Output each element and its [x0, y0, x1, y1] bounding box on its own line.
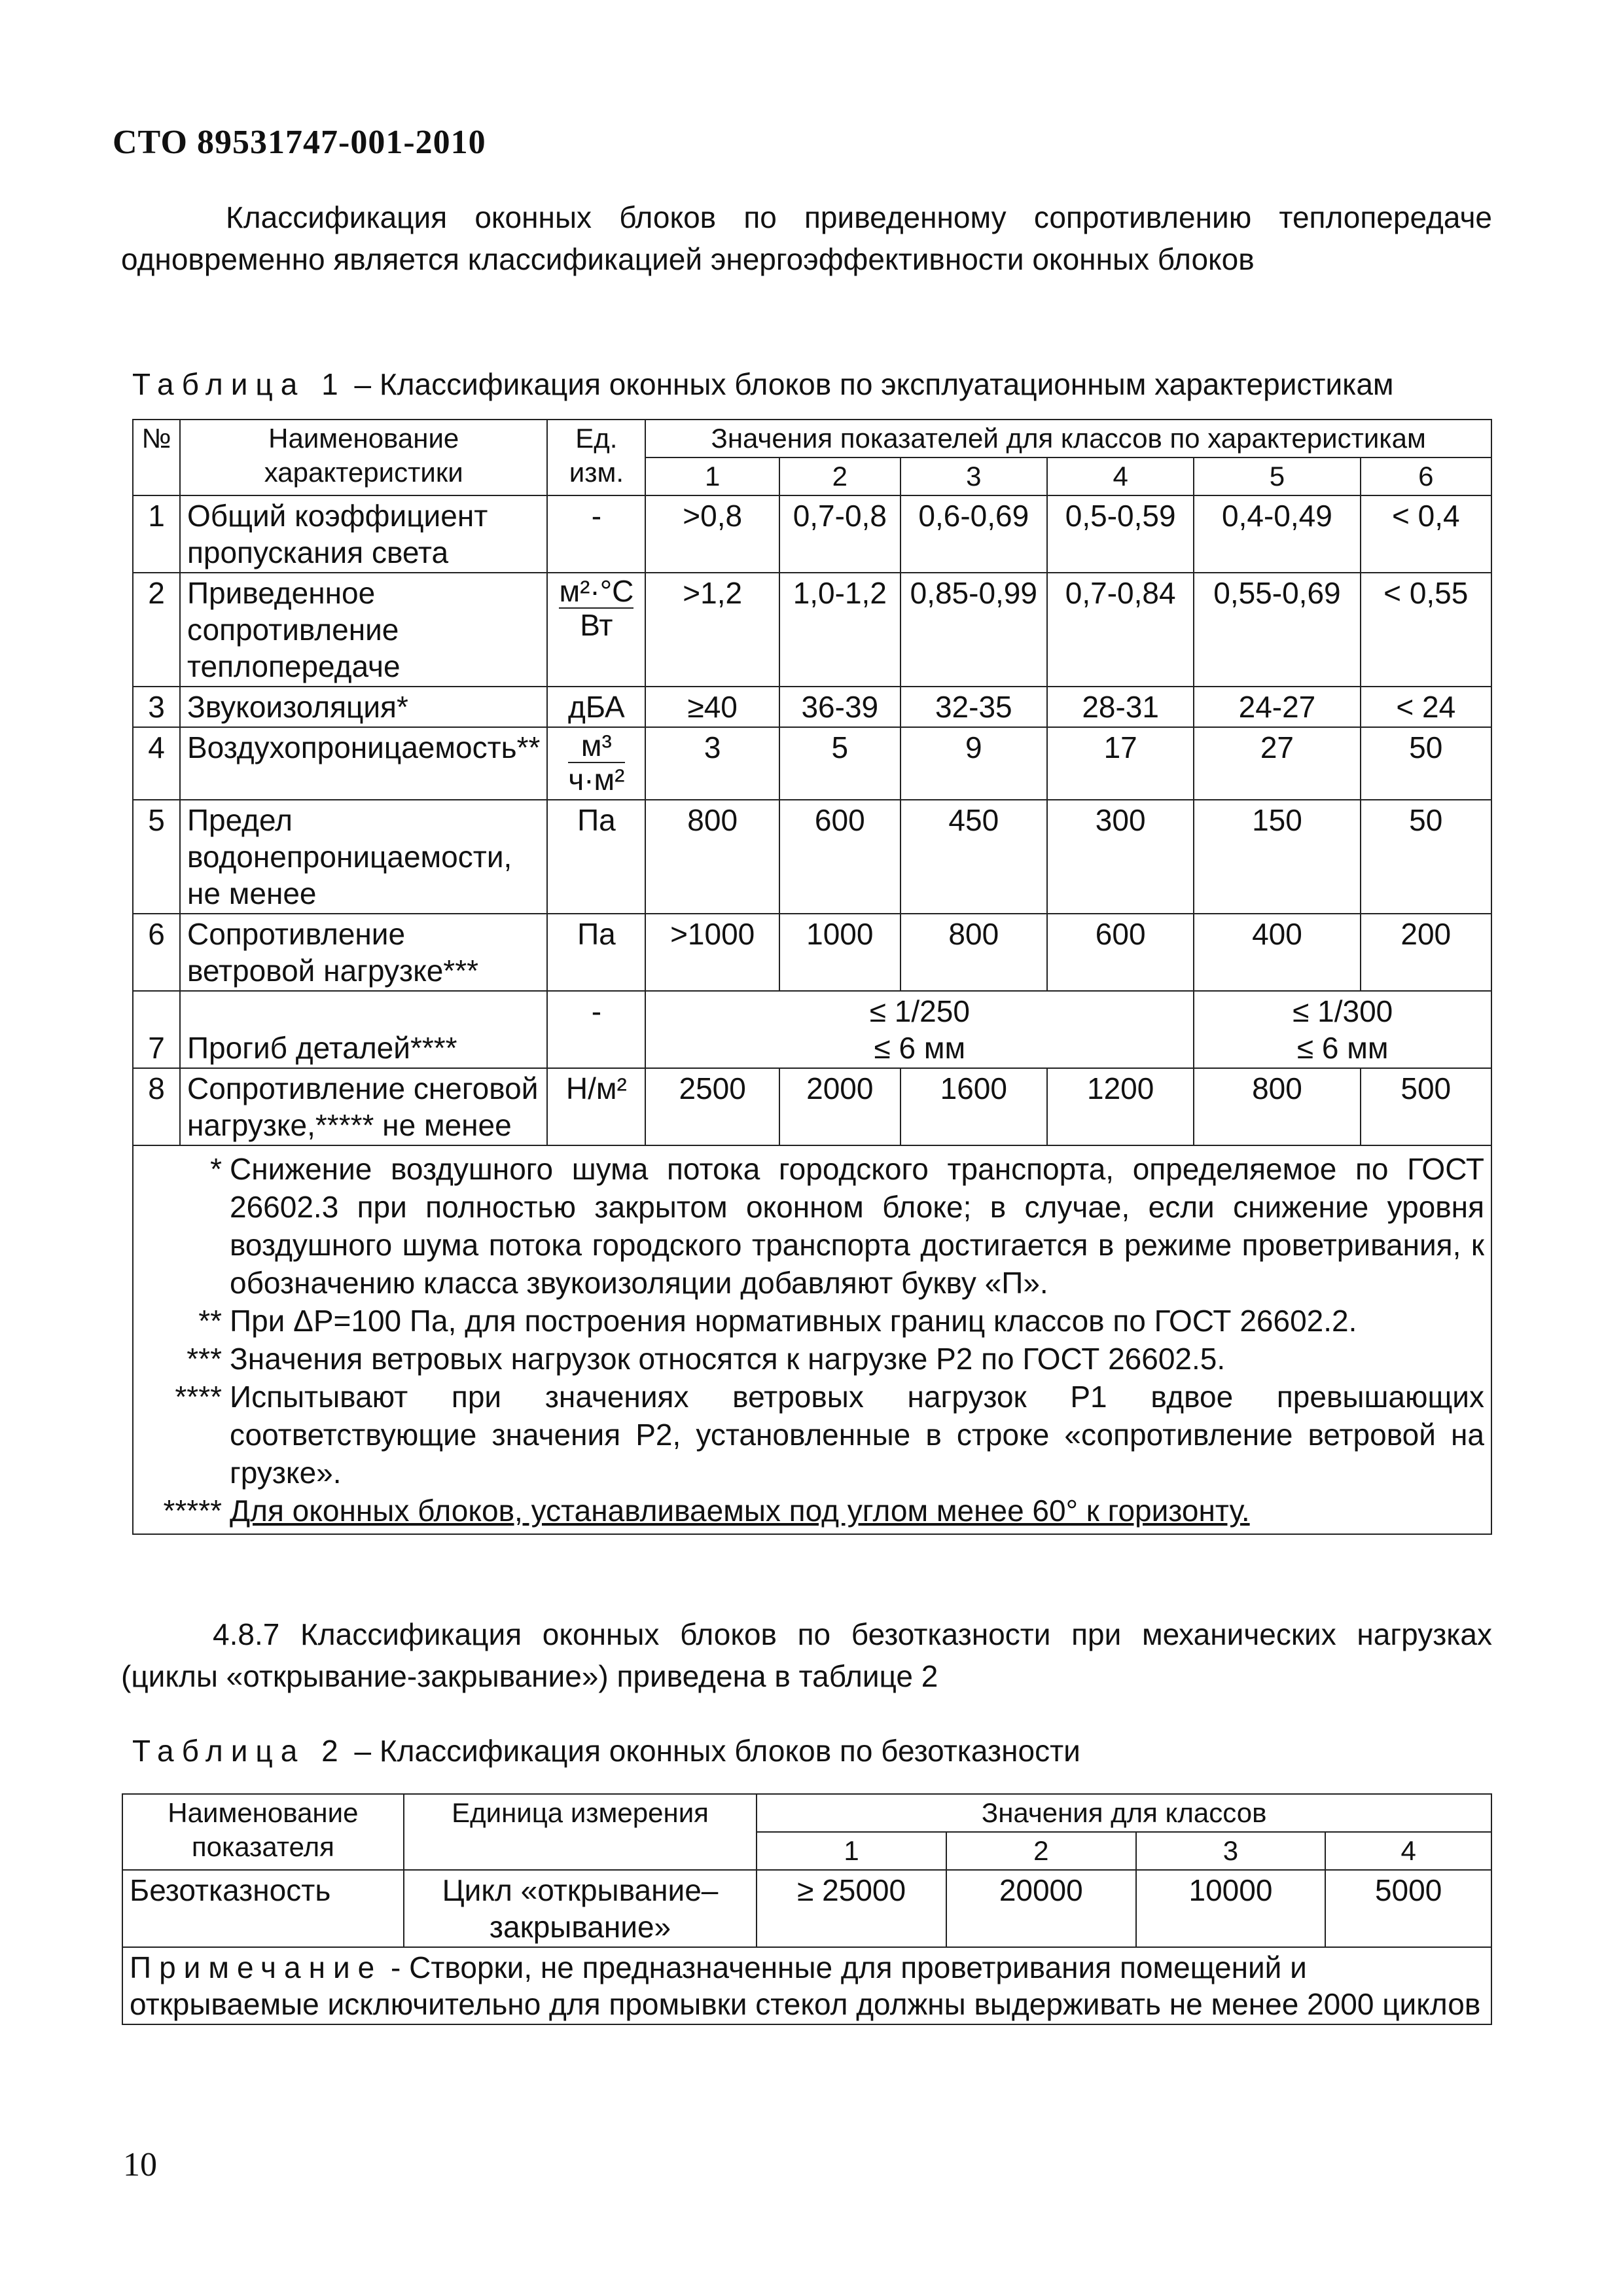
row-value-group	[1194, 991, 1491, 1068]
row-name: Сопротивление ветровой нагрузке***	[180, 914, 547, 991]
group-line: ≤ 1/250	[869, 994, 970, 1028]
class-header: 4	[1047, 457, 1194, 495]
paragraph-4-8-7: 4.8.7 Классификация оконных блоков по безотказности при механических нагрузках (циклы «открывание-закрывание») приведена в таблице 2	[121, 1617, 1492, 1693]
row-value: >1000	[645, 914, 779, 991]
row-value: < 0,55	[1361, 573, 1491, 687]
row-value: < 24	[1361, 687, 1491, 727]
row-value: 32-35	[901, 687, 1047, 727]
row-value: 200	[1361, 914, 1491, 991]
col-header-unit: Единица измерения	[404, 1794, 757, 1870]
note-text: - Створки, не предназначенные для проветривания помещений и открываемые исключительно для промывки стекол должны выдерживать не менее 2000 циклов	[130, 1950, 1481, 2021]
footnote-mark: *	[210, 1152, 222, 1186]
table-row	[133, 991, 1491, 1068]
table-row	[133, 573, 1491, 687]
document-header: СТО 89531747-001-2010	[113, 124, 486, 161]
row-value: 27	[1194, 727, 1360, 800]
row-unit: Па	[547, 914, 645, 991]
unit-denominator: Вт	[580, 608, 613, 642]
row-value: 50	[1361, 727, 1491, 800]
footnote	[134, 1150, 1484, 1302]
row-value: 450	[901, 800, 1047, 914]
footnote-text: Снижение воздушного шума потока городского транспорта, определяемое по ГОСТ 26602.3 при полностью закрытом оконном блоке; в случае, если снижение уровня воздушного шума потока городского транспорта достигается в режиме проветривания, к обозначению класса звукоизоляции добавляют букву «П».	[230, 1152, 1484, 1300]
table-row	[133, 914, 1491, 991]
row-value: 400	[1194, 914, 1360, 991]
row-num: 4	[133, 727, 180, 800]
row-unit: Н/м²	[547, 1068, 645, 1145]
row-value: 600	[1047, 914, 1194, 991]
row-unit: Цикл «открывание–закрывание»	[404, 1870, 757, 1947]
row-value: 1200	[1047, 1068, 1194, 1145]
table-row	[133, 727, 1491, 800]
row-value: 0,5-0,59	[1047, 495, 1194, 573]
row-value: 2500	[645, 1068, 779, 1145]
row-value: 0,4-0,49	[1194, 495, 1360, 573]
table2-caption	[132, 1733, 1080, 1768]
col-header-name: Наименование характеристики	[180, 420, 547, 495]
class-header: 2	[946, 1832, 1136, 1870]
row-value: 50	[1361, 800, 1491, 914]
row-value: ≥ 25000	[757, 1870, 946, 1947]
row-unit: Па	[547, 800, 645, 914]
row-name: Сопротивление снеговой нагрузке,***** не менее	[180, 1068, 547, 1145]
table2-caption-label: Таблица 2	[132, 1734, 346, 1768]
intro-paragraph: Классификация оконных блоков по приведенному сопротивлению теплопередаче одновременно является классификацией энергоэффективности оконных блоков	[121, 200, 1492, 276]
row-value: 36-39	[779, 687, 901, 727]
row-unit: -	[547, 495, 645, 573]
classification-table	[132, 419, 1492, 1535]
row-value: 0,85-0,99	[901, 573, 1047, 687]
row-value: 10000	[1136, 1870, 1326, 1947]
row-num: 3	[133, 687, 180, 727]
row-value: 0,7-0,84	[1047, 573, 1194, 687]
row-value: >1,2	[645, 573, 779, 687]
footnote-mark: **	[198, 1304, 222, 1338]
row-value: 600	[779, 800, 901, 914]
class-header: 1	[645, 457, 779, 495]
unit-denominator: ч·м²	[568, 762, 625, 797]
table1-caption	[132, 367, 1394, 402]
row-unit: дБА	[547, 687, 645, 727]
row-value: 0,6-0,69	[901, 495, 1047, 573]
class-header: 3	[901, 457, 1047, 495]
table2-note	[122, 1947, 1491, 2024]
group-line: ≤ 6 мм	[1296, 1031, 1389, 1065]
row-value: 0,7-0,8	[779, 495, 901, 573]
row-name: Воздухопроницаемость**	[180, 727, 547, 800]
row-value: 28-31	[1047, 687, 1194, 727]
row-value: 1600	[901, 1068, 1047, 1145]
row-name: Звукоизоляция*	[180, 687, 547, 727]
reliability-table	[122, 1793, 1492, 2025]
class-header: 2	[779, 457, 901, 495]
row-name: Предел водонепроницаемости, не менее	[180, 800, 547, 914]
footnote	[134, 1378, 1484, 1492]
row-value: 500	[1361, 1068, 1491, 1145]
row-name: Безотказность	[122, 1870, 404, 1947]
col-header-values: Значения для классов	[757, 1794, 1491, 1832]
row-num: 7	[133, 991, 180, 1068]
note-label: Примечание	[130, 1950, 383, 1984]
table2-caption-text: – Классификация оконных блоков по безотказности	[354, 1734, 1080, 1768]
page-number: 10	[123, 2146, 157, 2183]
footnote-mark: ****	[175, 1380, 222, 1414]
row-value: 3	[645, 727, 779, 800]
row-value: 150	[1194, 800, 1360, 914]
group-line: ≤ 6 мм	[874, 1031, 966, 1065]
table1-caption-text: – Классификация оконных блоков по эксплуатационным характеристикам	[354, 367, 1394, 401]
footnote	[134, 1302, 1484, 1340]
table-row	[133, 800, 1491, 914]
group-line: ≤ 1/300	[1293, 994, 1393, 1028]
footnote-mark: *****	[163, 1494, 222, 1528]
row-value: 9	[901, 727, 1047, 800]
row-value: 1,0-1,2	[779, 573, 901, 687]
table-row	[133, 687, 1491, 727]
table1-footnotes	[133, 1145, 1491, 1534]
table-row	[133, 1068, 1491, 1145]
class-header: 6	[1361, 457, 1491, 495]
row-value: 20000	[946, 1870, 1136, 1947]
row-num: 8	[133, 1068, 180, 1145]
footnote-mark: ***	[187, 1342, 222, 1376]
row-value: 5000	[1325, 1870, 1491, 1947]
unit-numerator: м²·°С	[559, 574, 634, 608]
class-header: 1	[757, 1832, 946, 1870]
col-header-unit: Ед. изм.	[547, 420, 645, 495]
row-value: 800	[645, 800, 779, 914]
table-row	[122, 1870, 1491, 1947]
footnote	[134, 1340, 1484, 1378]
row-value: >0,8	[645, 495, 779, 573]
row-value-group	[645, 991, 1194, 1068]
footnote-text: При ΔР=100 Па, для построения нормативных границ классов по ГОСТ 26602.2.	[230, 1304, 1357, 1338]
class-header: 4	[1325, 1832, 1491, 1870]
row-value: 800	[901, 914, 1047, 991]
col-header-num: №	[133, 420, 180, 495]
row-value: 300	[1047, 800, 1194, 914]
footnote	[134, 1492, 1484, 1530]
row-value: < 0,4	[1361, 495, 1491, 573]
class-header: 5	[1194, 457, 1360, 495]
row-value: 1000	[779, 914, 901, 991]
table1-caption-label: Таблица 1	[132, 367, 346, 401]
unit-numerator: м³	[568, 729, 624, 763]
row-name: Приведенное сопротивление теплопередаче	[180, 573, 547, 687]
row-name: Общий коэффициент пропускания света	[180, 495, 547, 573]
col-header-values: Значения показателей для классов по характеристикам	[645, 420, 1491, 457]
row-num: 6	[133, 914, 180, 991]
row-num: 2	[133, 573, 180, 687]
row-value: 17	[1047, 727, 1194, 800]
row-unit	[547, 727, 645, 800]
row-num: 1	[133, 495, 180, 573]
row-name: Прогиб деталей****	[180, 991, 547, 1068]
row-value: 2000	[779, 1068, 901, 1145]
row-num: 5	[133, 800, 180, 914]
footnote-text: Для оконных блоков, устанавливаемых под углом менее 60° к горизонту.	[230, 1494, 1250, 1528]
footnote-text: Испытывают при значениях ветровых нагрузок Р1 вдвое превышающих соответствующие значения Р2, установленные в строке «сопротивление ветровой на грузке».	[230, 1380, 1484, 1490]
row-value: 5	[779, 727, 901, 800]
col-header-name: Наименование показателя	[122, 1794, 404, 1870]
row-value: 0,55-0,69	[1194, 573, 1360, 687]
row-value: 24-27	[1194, 687, 1360, 727]
row-value: 800	[1194, 1068, 1360, 1145]
class-header: 3	[1136, 1832, 1326, 1870]
row-unit	[547, 573, 645, 687]
row-value: ≥40	[645, 687, 779, 727]
row-unit: -	[547, 991, 645, 1068]
footnote-text: Значения ветровых нагрузок относятся к нагрузке Р2 по ГОСТ 26602.5.	[230, 1342, 1226, 1376]
table-row	[133, 495, 1491, 573]
